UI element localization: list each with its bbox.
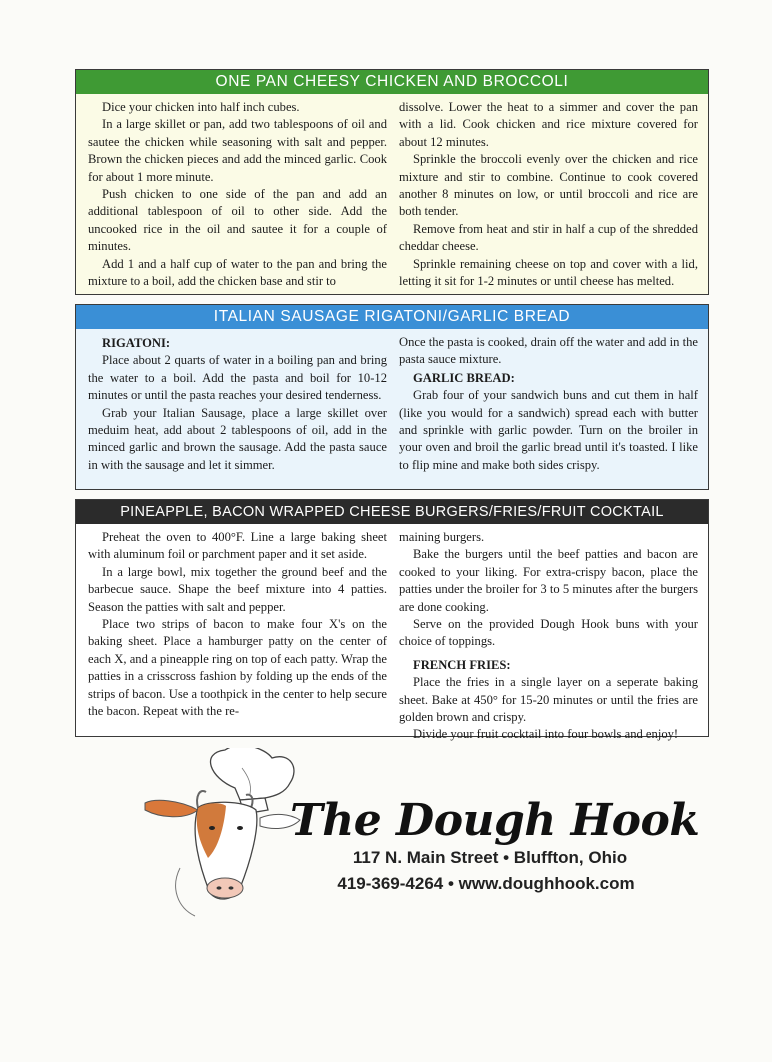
logo-contact: 419-369-4264 • www.doughhook.com [337,874,635,893]
recipe-step: Once the pasta is cooked, drain off the water and add in the pasta sauce mixture. [399,335,698,367]
recipe-step: In a large bowl, mix together the ground beef and the barbecue sauce. Shape the beef mixture into 4 patties. Season the patties with salt and pepper. [88,564,387,614]
recipe-step: Remove from heat and stir in half a cup of the shredded cheddar cheese. [399,221,698,254]
recipe-step: Place about 2 quarts of water in a boiling pan and bring the water to a boil. Add the pasta and boil for 10-12 minutes or until the pasta reaches your desired tenderness. [88,353,387,403]
recipe-step: Sprinkle remaining cheese on top and cover with a lid, letting it sit for 1-2 minutes or until cheese has melted. [399,256,698,289]
recipe-step: Dice your chicken into half inch cubes. [102,100,300,114]
logo-address: 117 N. Main Street • Bluffton, Ohio [352,848,628,867]
recipe-card-pineapple-burgers [75,499,709,742]
recipe-right-column [399,99,698,290]
recipe-subheading: GARLIC BREAD: [413,370,515,385]
recipe-card-chicken-broccoli [75,69,709,295]
recipe-step: Push chicken to one side of the pan and add an additional tablespoon of oil to other side. Add the uncooked rice in the oil and sautee it for a couple of minutes. [88,187,387,254]
recipe-step: Serve on the provided Dough Hook buns with your choice of toppings. [399,617,698,649]
recipe-step: Sprinkle the broccoli evenly over the chicken and rice mixture and stir to combine. Continue to cook covered another 8 minutes on low, or until broccoli and rice are both tender. [399,152,698,219]
recipe-step: Preheat the oven to 400°F. Line a large baking sheet with aluminum foil or parchment paper and it set aside. [88,530,387,562]
recipe-step: Grab your Italian Sausage, place a large skillet over meduim heat, add about 2 tablespoons of oil, add in the minced garlic and brown the sausage. Add the pasta sauce in with the sausage and let it simmer. [88,405,387,472]
recipe-step: In a large skillet or pan, add two tablespoons of oil and sautee the chicken while seasoning with salt and pepper. Brown the chicken pieces and add the minced garlic. Cook for about 1 more minute. [88,117,387,184]
recipe-left-column [88,529,387,744]
recipe-right-column [399,334,698,474]
recipe-title: PINEAPPLE, BACON WRAPPED CHEESE BURGERS/FRIES/FRUIT COCKTAIL [76,500,708,524]
recipe-step: maining burgers. [399,530,485,544]
recipe-right-column [399,529,698,744]
recipe-step: Add 1 and a half cup of water to the pan and bring the mixture to a boil, add the chicken base and stir to [88,256,387,289]
recipe-title: ONE PAN CHEESY CHICKEN AND BROCCOLI [76,70,708,94]
recipe-step: Bake the burgers until the beef patties and bacon are cooked to your liking. For extra-crispy bacon, place the patties under the broiler for 3 to 5 minutes after the burgers are done cooking. [399,547,698,614]
recipe-step: Place two strips of bacon to make four X's on the baking sheet. Place a hamburger patty on the center of each X, and a pineapple ring on top of each patty. Wrap the patties in a crisscross fashion by folding up the ends of the strips of bacon. Use a toothpick in the center to help secure the bacon. Repeat with the re- [88,617,387,719]
recipe-card-sausage-rigatoni [75,304,709,490]
dough-hook-logo-title: The Dough Hook [290,795,700,846]
recipe-subheading: FRENCH FRIES: [413,657,511,672]
recipe-step: Grab four of your sandwich buns and cut them in half (like you would for a sandwich) spread each with butter and sprinkle with garlic powder. Turn on the broiler in your oven and broil the garlic bread until it's toasted. I like to flip mine and make both sides crispy. [399,388,698,472]
recipe-title: ITALIAN SAUSAGE RIGATONI/GARLIC BREAD [76,305,708,329]
recipe-subheading: RIGATONI: [102,336,171,350]
recipe-step: dissolve. Lower the heat to a simmer and cover the pan with a lid. Cook chicken and rice mixture covered for about 12 minutes. [399,100,698,149]
recipe-left-column [88,334,387,474]
recipe-step: Divide your fruit cocktail into four bowls and enjoy! [413,727,679,742]
recipe-left-column [88,99,387,290]
recipe-step: Place the fries in a single layer on a seperate baking sheet. Bake at 450° for 15-20 minutes or until the fries are golden brown and crispy. [399,675,698,725]
